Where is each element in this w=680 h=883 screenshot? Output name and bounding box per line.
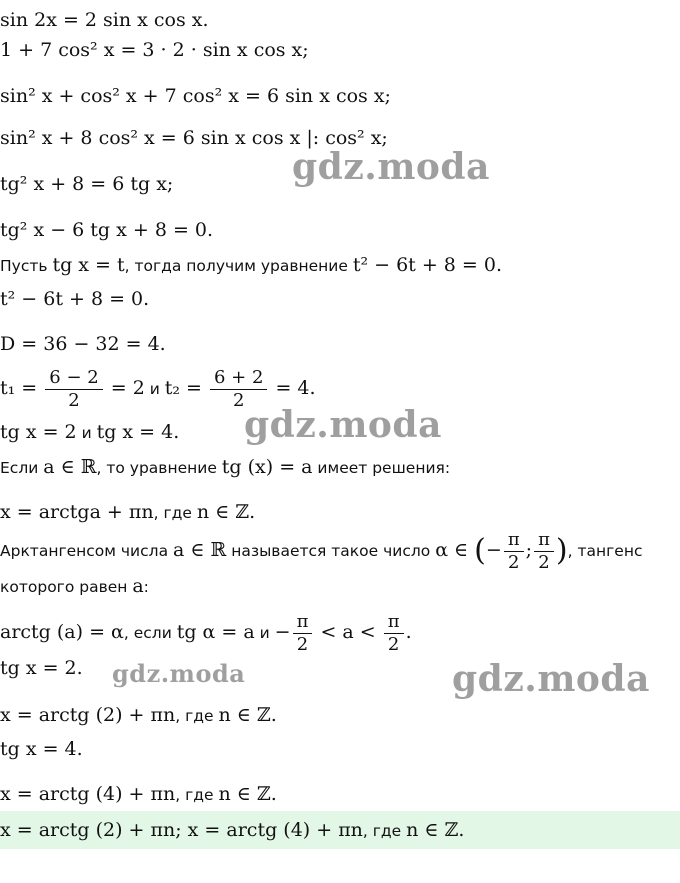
fraction-numerator: 6 − 2 [45, 367, 102, 390]
math-segment: tg α = a [176, 621, 255, 643]
math-segment: x = arctg (2) + πn; x = arctg (4) + πn [0, 819, 363, 841]
text-segment: Пусть [0, 257, 53, 275]
math-segment: arctg (a) = α [0, 621, 124, 643]
right-paren: ) [555, 533, 568, 568]
watermark: gdz.moda [452, 658, 650, 700]
solution-line-15 [0, 574, 149, 599]
solution-line-16 [0, 610, 412, 656]
solution-line-6: tg² x − 6 tg x + 8 = 0. [0, 219, 214, 241]
text-segment: , где [153, 504, 197, 522]
text-segment: и [76, 424, 97, 442]
fraction-numerator: π [534, 529, 554, 552]
math-segment: t² − 6t + 8 = 0. [352, 254, 503, 276]
fraction [384, 611, 404, 656]
fraction [504, 529, 524, 574]
left-paren: ( [474, 533, 486, 568]
fraction-denominator: 2 [68, 389, 80, 411]
math-segment: = 4. [269, 377, 316, 399]
solution-line-20 [0, 782, 277, 807]
solution-line-1: sin 2x = 2 sin x cos x. [0, 9, 209, 31]
solution-line-3: sin² x + cos² x + 7 cos² x = 6 sin x cos x; [0, 85, 391, 107]
solution-line-8: t² − 6t + 8 = 0. [0, 288, 150, 310]
period: . [405, 621, 412, 643]
fraction-numerator: π [384, 611, 404, 634]
fraction [293, 611, 313, 656]
math-segment: a ∈ ℝ [173, 539, 227, 561]
text-segment: , где [175, 707, 219, 725]
math-segment: tg x = 2 [0, 421, 77, 443]
math-segment: t₁ = [0, 377, 44, 399]
math-segment: n ∈ ℤ. [196, 501, 256, 523]
solution-line-7 [0, 253, 502, 278]
fraction-denominator: 2 [387, 633, 400, 655]
fraction-numerator: π [293, 611, 313, 634]
math-segment: α ∈ [435, 539, 475, 561]
text-segment: , тангенс [567, 542, 643, 560]
solution-line-4: sin² x + 8 cos² x = 6 sin x cos x |: cos² x; [0, 127, 388, 149]
fraction [45, 367, 102, 412]
math-segment: n ∈ ℤ. [218, 783, 277, 805]
solution-line-2: 1 + 7 cos² x = 3 · 2 · sin x cos x; [0, 39, 309, 61]
solution-line-12 [0, 455, 450, 480]
watermark: gdz.moda [112, 659, 246, 688]
math-segment: a ∈ ℝ [43, 456, 97, 478]
text-segment: которого равен [0, 578, 133, 596]
fraction-denominator: 2 [508, 551, 520, 573]
text-segment: и [254, 624, 275, 642]
fraction-denominator: 2 [232, 389, 245, 411]
watermark: gdz.moda [244, 404, 442, 446]
math-segment: n ∈ ℤ. [406, 819, 465, 841]
fraction-denominator: 2 [538, 551, 550, 573]
solution-line-19: tg x = 4. [0, 738, 83, 760]
solution-line-11 [0, 420, 179, 445]
math-segment: < a < [314, 621, 382, 643]
text-segment: Арктангенсом числа [0, 542, 173, 560]
text-segment: называется такое число [226, 542, 436, 560]
answer-line [0, 818, 464, 843]
math-segment: tg x = t [52, 254, 125, 276]
text-segment: , если [123, 624, 177, 642]
separator: ; [525, 539, 533, 561]
math-segment: x = arctga + πn [0, 501, 154, 523]
text-segment: , тогда получим уравнение [124, 257, 353, 275]
solution-line-17: tg x = 2. [0, 657, 83, 679]
minus-sign: − [485, 539, 502, 561]
solution-line-18 [0, 703, 277, 728]
minus-sign: − [274, 621, 291, 643]
math-segment: x = arctg (4) + πn [0, 783, 176, 805]
fraction-denominator: 2 [296, 633, 309, 655]
solution-line-5: tg² x + 8 = 6 tg x; [0, 173, 174, 195]
fraction [534, 529, 554, 574]
fraction-numerator: 6 + 2 [210, 367, 267, 390]
text-segment: Если [0, 459, 44, 477]
solution-line-14 [0, 528, 642, 574]
text-segment: , где [362, 822, 407, 840]
math-segment: = 2 [104, 377, 145, 399]
text-segment: , где [175, 786, 219, 804]
math-segment: t₂ = [164, 377, 208, 399]
text-segment: и [144, 380, 165, 398]
solution-line-13 [0, 500, 255, 525]
text-segment: , то уравнение [96, 459, 222, 477]
math-segment: tg x = 4. [96, 421, 180, 443]
math-segment: a [132, 575, 144, 597]
math-segment: x = arctg (2) + πn [0, 704, 176, 726]
watermark: gdz.moda [292, 146, 490, 188]
math-segment: n ∈ ℤ. [218, 704, 277, 726]
solution-line-9: D = 36 − 32 = 4. [0, 333, 166, 355]
math-segment: tg (x) = a [221, 456, 313, 478]
fraction-numerator: π [504, 529, 524, 552]
text-segment: : [143, 578, 149, 596]
text-segment: имеет решения: [312, 459, 451, 477]
